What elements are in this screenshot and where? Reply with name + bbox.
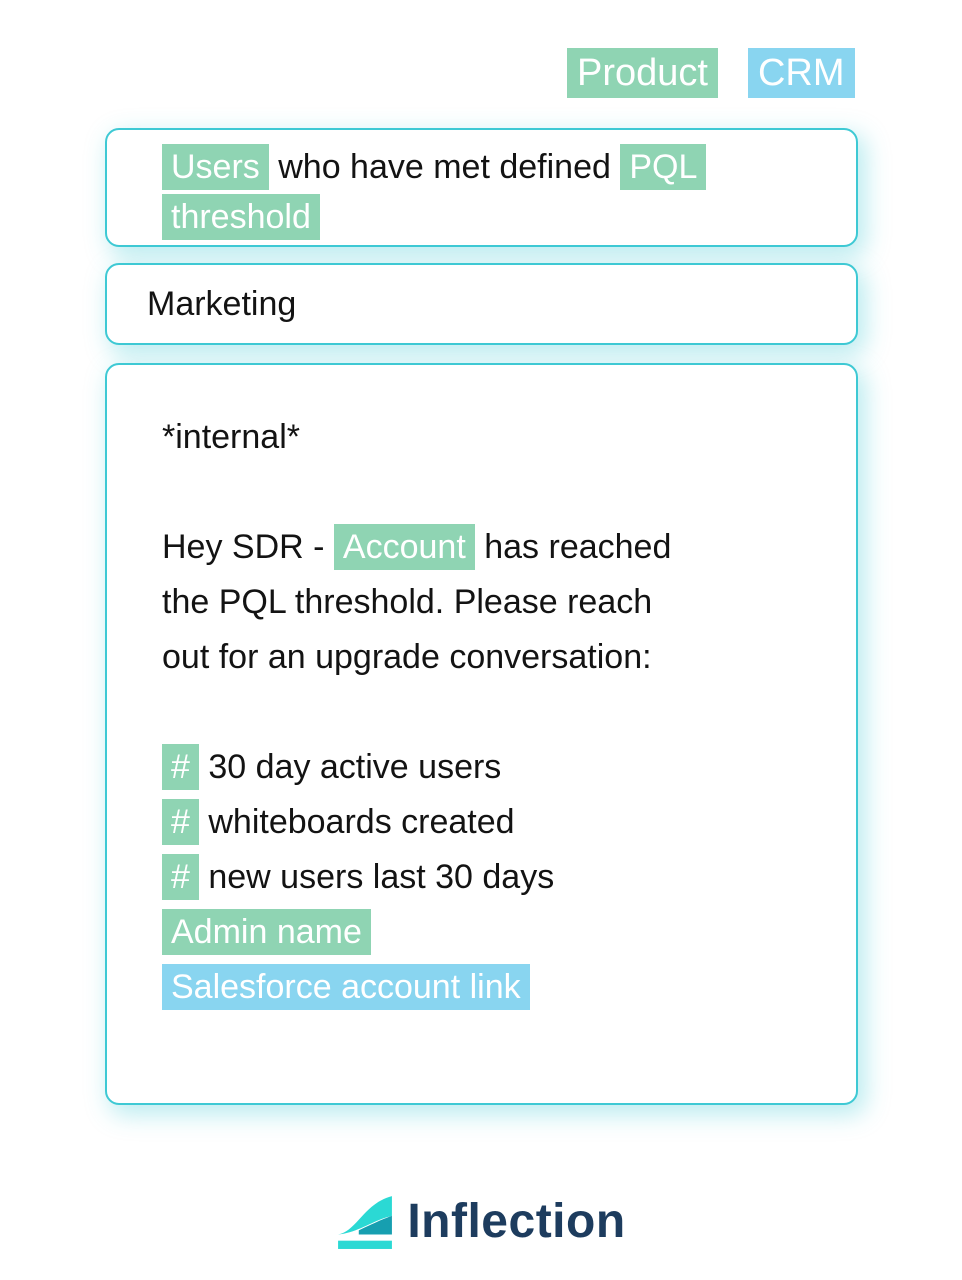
message-metric-1 (162, 740, 831, 795)
metric-text: 30 day active users (198, 748, 502, 786)
audience-text-line-1 (162, 142, 831, 192)
message-admin-line (162, 905, 831, 960)
greeting-post: has reached (474, 528, 672, 566)
hash-token: # (162, 744, 199, 790)
audience-text-line-2 (162, 192, 831, 242)
message-line-blank (162, 685, 831, 740)
audience-card[interactable] (105, 128, 858, 247)
message-line-3 (162, 630, 831, 685)
message-line-blank (162, 465, 831, 520)
message-line-internal (162, 410, 831, 465)
hash-token: # (162, 799, 199, 845)
highlight-threshold: threshold (162, 194, 320, 240)
message-text: out for an upgrade conversation: (162, 638, 652, 676)
tag-product: Product (567, 48, 718, 98)
highlight-salesforce-link: Salesforce account link (162, 964, 530, 1010)
metric-text: new users last 30 days (198, 858, 555, 896)
message-card[interactable] (105, 363, 858, 1105)
inflection-wave-icon (336, 1192, 394, 1250)
highlight-admin-name: Admin name (162, 909, 371, 955)
message-salesforce-line (162, 960, 831, 1015)
message-metric-3 (162, 850, 831, 905)
highlight-pql: PQL (620, 144, 706, 190)
inflection-logo-text: Inflection (407, 1194, 626, 1248)
category-tags (567, 48, 855, 98)
internal-label: *internal* (162, 418, 300, 456)
message-line-greeting (162, 520, 831, 575)
greeting-pre: Hey SDR - (162, 528, 334, 566)
message-line-2 (162, 575, 831, 630)
channel-label: Marketing (147, 284, 297, 323)
message-text: the PQL threshold. Please reach (162, 583, 653, 621)
inflection-logo (0, 1192, 962, 1250)
audience-text: who have met defined (268, 148, 621, 186)
highlight-users: Users (162, 144, 269, 190)
hash-token: # (162, 854, 199, 900)
tag-crm: CRM (748, 48, 855, 98)
message-metric-2 (162, 795, 831, 850)
highlight-account: Account (334, 524, 475, 570)
channel-card[interactable] (105, 263, 858, 345)
metric-text: whiteboards created (198, 803, 515, 841)
